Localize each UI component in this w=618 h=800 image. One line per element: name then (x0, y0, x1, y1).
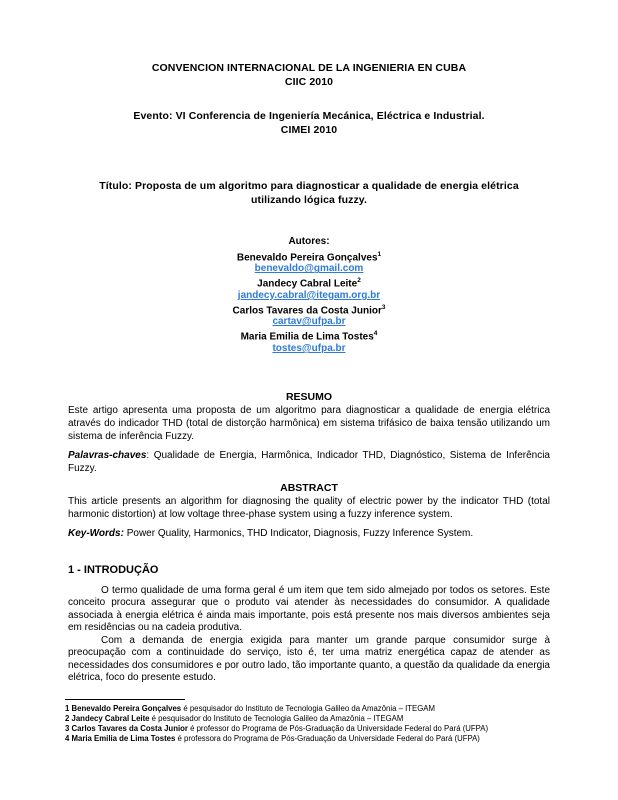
abstract-body: This article presents an algorithm for diagnosing the quality of electric power by the indicator THD (total harmonic distortion) at low voltage three-phase system using a fuzzy inference system. (68, 495, 550, 520)
footnote-4-text: é professora do Programa de Pós-Graduação da Universidade Federal do Pará (UFPA) (175, 734, 480, 743)
conference-title: CONVENCION INTERNACIONAL DE LA INGENIERIA EN CUBA (151, 62, 467, 74)
footnote-4-author: 4 Maria Emilia de Lima Tostes (65, 734, 176, 743)
footnotes-section (65, 699, 570, 744)
author-email-link[interactable]: benevaldo@gmail.com (254, 263, 364, 275)
author-name-text: Maria Emilia de Lima Tostes (240, 331, 374, 343)
author-name-text: Jandecy Cabral Leite (257, 278, 358, 290)
event-title: Evento: VI Conferencia de Ingeniería Mecánica, Eléctrica e Industrial. (133, 110, 485, 122)
paper-title (68, 180, 550, 207)
footnote-1-text: é pesquisador do Instituto de Tecnologia Galileo da Amazônia – ITEGAM (181, 704, 435, 713)
event-acronym: CIMEI 2010 (280, 123, 338, 136)
author-affiliation-superscript: 1 (377, 250, 382, 258)
footnote-3 (65, 724, 570, 734)
footnote-2-author: 2 Jandecy Cabral Leite (65, 714, 150, 723)
author-name (68, 275, 550, 290)
footnote-3-text: é professor do Programa de Pós-Graduação da Universidade Federal do Pará (UFPA) (187, 724, 489, 733)
footnote-3-author: 3 Carlos Tavares da Costa Junior (65, 724, 188, 733)
footnote-1 (65, 704, 570, 714)
palavras-chaves (68, 449, 550, 475)
author-email-link[interactable]: cartav@ufpa.br (272, 316, 346, 328)
authors-section (68, 236, 550, 355)
resumo-body: Este artigo apresenta uma proposta de um algoritmo para diagnosticar a qualidade de energia elétrica através do indicador THD (total de distorção harmônica) em sistema trifásico de baixa tensão utilizando um sistema de inferência Fuzzy. (68, 404, 550, 442)
key-words-text: Power Quality, Harmonics, THD Indicator, Diagnosis, Fuzzy Inference System. (123, 527, 474, 539)
authors-heading: Autores: (288, 236, 330, 247)
abstract-heading: ABSTRACT (280, 481, 338, 494)
author-affiliation-superscript: 3 (381, 303, 386, 311)
footnote-2 (65, 714, 570, 724)
event-header (68, 110, 550, 137)
palavras-chaves-text: : Qualidade de Energia, Harmônica, Indicador THD, Diagnóstico, Sistema de Inferência Fuzzy. (68, 449, 550, 474)
palavras-chaves-label: Palavras-chaves (68, 449, 147, 461)
author-name (68, 302, 550, 317)
author-email-link[interactable]: tostes@ufpa.br (272, 342, 346, 354)
author-affiliation-superscript: 4 (373, 330, 378, 338)
paper-title-line2: utilizando lógica fuzzy. (251, 193, 367, 206)
author-name (68, 249, 550, 264)
key-words-label: Key-Words: (68, 527, 124, 539)
introduction-paragraph-2: Com a demanda de energia exigida para manter um grande parque consumidor surge à preocupação com a continuidade do serviço, isto é, ter uma matriz energética capaz de atender as necessidades dos consumidores e por outro lado, tão importante quanto, a questão da qualidade da energia elétrica, foco do presente estudo. (68, 634, 550, 684)
resumo-heading: RESUMO (285, 390, 333, 403)
footnote-1-author: 1 Benevaldo Pereira Gonçalves (65, 704, 182, 713)
introduction-paragraph-1: O termo qualidade de uma forma geral é um item que tem sido almejado por todos os setores. Este conceito procura assegurar que o produto vai atender às necessidades do consumidor. A qualidade associada à energia elétrica é ainda mais importante, pois está presente nos mais diversos ambientes seja em residências ou na cadeia produtiva. (68, 584, 550, 634)
key-words (68, 527, 550, 540)
conference-header (68, 62, 550, 89)
author-email-link[interactable]: jandecy.cabral@itegam.org.br (237, 289, 381, 301)
footnote-separator-rule (65, 699, 185, 700)
introduction-heading: 1 - INTRODUÇÃO (68, 563, 159, 576)
author-affiliation-superscript: 2 (357, 277, 361, 285)
footnote-4 (65, 734, 570, 744)
paper-title-line1: Título: Proposta de um algoritmo para diagnosticar a qualidade de energia elétrica (99, 180, 519, 192)
conference-acronym: CIIC 2010 (284, 75, 334, 88)
author-name-text: Benevaldo Pereira Gonçalves (236, 251, 378, 263)
footnote-2-text: é pesquisador do Instituto de Tecnologia Galileo da Amazônia – ITEGAM (149, 714, 404, 723)
author-name (68, 328, 550, 343)
author-name-text: Carlos Tavares da Costa Junior (232, 304, 382, 316)
